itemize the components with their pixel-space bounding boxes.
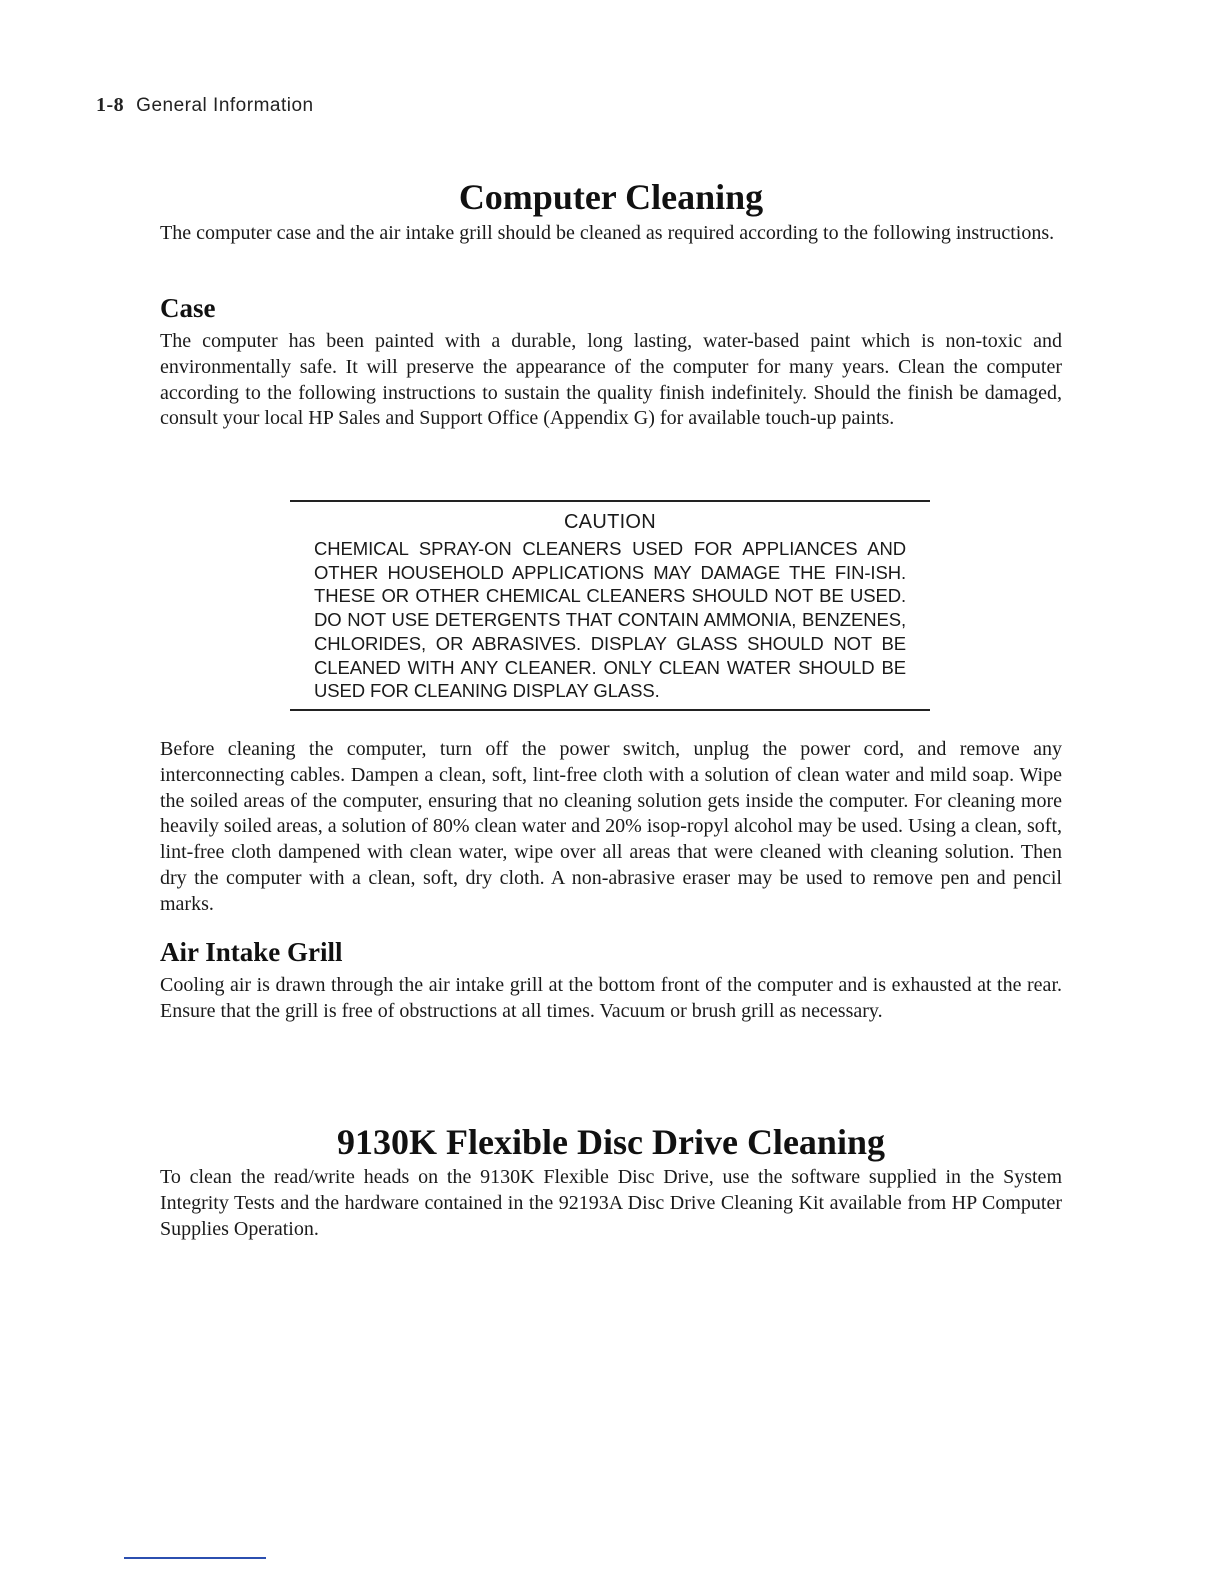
air-intake-paragraph-wrap — [160, 973, 1062, 1025]
caution-title: CAUTION — [563, 511, 657, 533]
running-head — [96, 94, 314, 117]
running-head-section: General Information — [136, 95, 314, 116]
disc-drive-cleaning-title: 9130K Flexible Disc Drive Cleaning — [337, 1122, 885, 1162]
computer-cleaning-section-title-wrap — [160, 176, 1062, 218]
case-paragraph: The computer has been painted with a durable, long lasting, water-based paint which is non-toxic and environmentally safe. It will preserve the appearance of the computer for many years. Clean the computer according to the following instructions to sustain the quality finish indefinitely. Should the finish be damaged, consult your local HP Sales and Support Office (Appendix G) for available touch-up paints. — [160, 330, 1062, 430]
disc-drive-section-title-wrap — [160, 1121, 1062, 1163]
case-paragraph-wrap — [160, 329, 1062, 432]
case-heading: Case — [160, 293, 216, 323]
footer-rule — [124, 1557, 266, 1559]
disc-drive-paragraph-wrap — [160, 1165, 1062, 1242]
air-intake-heading: Air Intake Grill — [160, 937, 343, 967]
intro-paragraph: The computer case and the air intake grill should be cleaned as required according to the following instructions. — [160, 222, 1055, 244]
disc-drive-paragraph: To clean the read/write heads on the 9130K Flexible Disc Drive, use the software supplied in the System Integrity Tests and the hardware contained in the 92193A Disc Drive Cleaning Kit available from HP Computer Supplies Operation. — [160, 1166, 1062, 1240]
computer-cleaning-title: Computer Cleaning — [458, 177, 764, 217]
procedure-paragraph-wrap — [160, 737, 1062, 918]
air-intake-heading-wrap — [160, 936, 1062, 968]
air-intake-paragraph: Cooling air is drawn through the air intake grill at the bottom front of the computer and is exhausted at the rear. Ensure that the grill is free of obstructions at all times. Vacuum or brush grill as necessary. — [160, 974, 1062, 1022]
caution-box — [290, 500, 930, 711]
intro-paragraph-wrap — [160, 221, 1062, 247]
caution-body: CHEMICAL SPRAY-ON CLEANERS USED FOR APPLIANCES AND OTHER HOUSEHOLD APPLICATIONS MAY DAMAGE THE FIN-ISH. THESE OR OTHER CHEMICAL CLEANERS SHOULD NOT BE USED. DO NOT USE DETERGENTS THAT CONTAIN AMMONIA, BENZENES, CHLORIDES, OR ABRASIVES. DISPLAY GLASS SHOULD NOT BE CLEANED WITH ANY CLEANER. ONLY CLEAN WATER SHOULD BE USED FOR CLEANING DISPLAY GLASS. — [314, 538, 906, 702]
procedure-paragraph: Before cleaning the computer, turn off the power switch, unplug the power cord, and remove any interconnecting cables. Dampen a clean, soft, lint-free cloth with a solution of clean water and mild soap. Wipe the soiled areas of the computer, ensuring that no cleaning solution gets inside the computer. For cleaning more heavily soiled areas, a solution of 80% clean water and 20% isop-ropyl alcohol may be used. Using a clean, soft, lint-free cloth dampened with clean water, wipe over all areas that were cleaned with cleaning solution. Then dry the computer with a clean, soft, dry cloth. A non-abrasive eraser may be used to remove pen and pencil marks. — [160, 738, 1062, 915]
case-heading-wrap — [160, 292, 1062, 324]
page-number: 1-8 — [96, 94, 125, 116]
